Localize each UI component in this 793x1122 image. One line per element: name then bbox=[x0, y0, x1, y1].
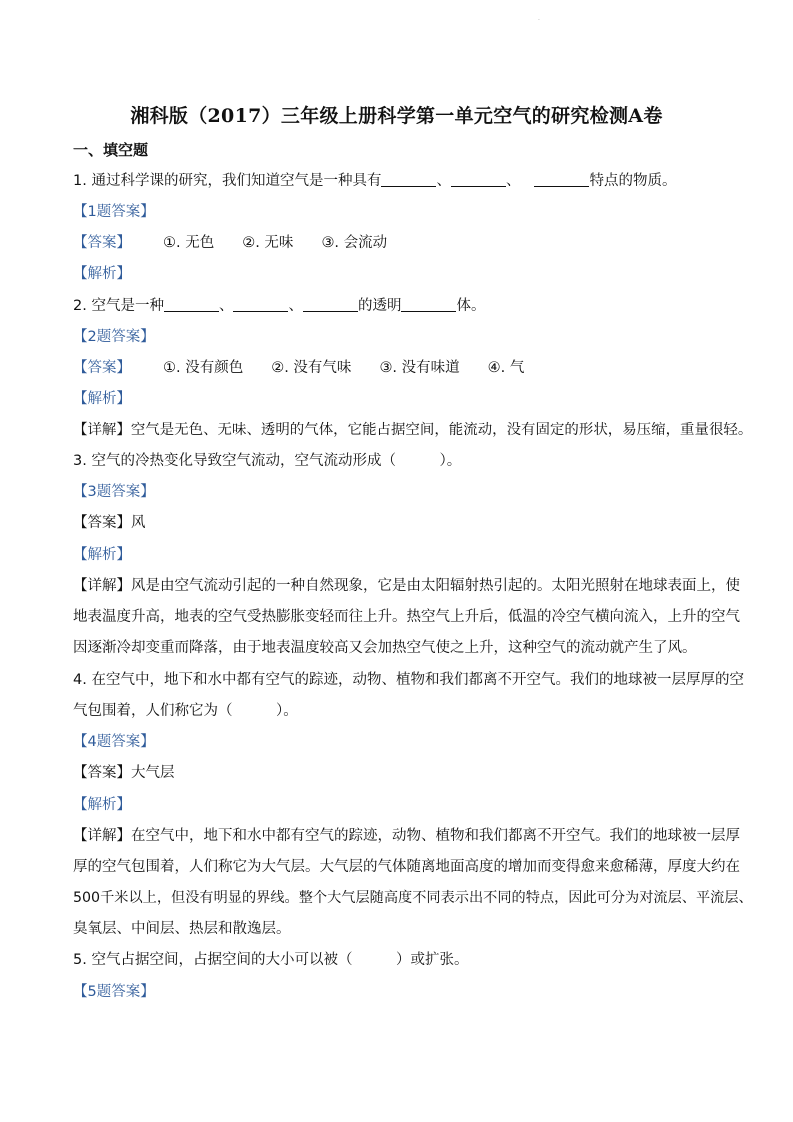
question-2 bbox=[73, 296, 485, 316]
q1-answer-3: ③. 会流动 bbox=[321, 235, 388, 251]
q1-blank-2 bbox=[451, 172, 506, 187]
q3-detail-line-3: 因逐渐冷却变重而降落，由于地表温度较高又会加热空气使之上升，这种空气的流动就产生了风。 bbox=[73, 640, 697, 656]
q4-answer: 【答案】大气层 bbox=[73, 765, 175, 781]
question-5: 5. 空气占据空间，占据空间的大小可以被（ ）或扩张。 bbox=[73, 952, 469, 968]
q4-detail-line-2: 厚的空气包围着，人们称它为大气层。大气层的气体随离地面高度的增加而变得愈来愈稀薄，厚度大约在 bbox=[73, 859, 740, 875]
question-4-line-2: 气包围着，人们称它为（ ）。 bbox=[73, 703, 298, 719]
question-1 bbox=[73, 171, 676, 191]
q2-blank-4 bbox=[401, 297, 456, 312]
q2-answer bbox=[73, 358, 524, 378]
q2-blank-1 bbox=[164, 297, 219, 312]
q5-answer-tag: 【5题答案】 bbox=[73, 984, 155, 1000]
q2-answer-3: ③. 没有味道 bbox=[379, 360, 460, 376]
q3-detail-line-2: 地表温度升高，地表的空气受热膨胀变轻而往上升。热空气上升后，低温的冷空气横向流入，上升的空气 bbox=[73, 609, 740, 625]
q4-detail-line-4: 臭氧层、中间层、热层和散逸层。 bbox=[73, 921, 291, 937]
q3-answer-tag: 【3题答案】 bbox=[73, 484, 155, 500]
q2-answer-tag: 【2题答案】 bbox=[73, 329, 155, 345]
q1-text: 1. 通过科学课的研究，我们知道空气是一种具有 bbox=[73, 173, 382, 189]
q4-answer-tag: 【4题答案】 bbox=[73, 734, 155, 750]
q3-detail-line-1: 【详解】风是由空气流动引起的一种自然现象，它是由太阳辐射热引起的。太阳光照射在地球表面上，使 bbox=[73, 578, 740, 594]
q2-blank-2 bbox=[233, 297, 288, 312]
q2-analysis: 【解析】 bbox=[73, 391, 131, 407]
q1-answer-label: 【答案】 bbox=[73, 235, 131, 251]
header-dot: · bbox=[538, 17, 540, 24]
section-heading: 一、填空题 bbox=[73, 141, 149, 159]
q2-answer-1: ①. 没有颜色 bbox=[163, 360, 244, 376]
q1-answer-tag: 【1题答案】 bbox=[73, 204, 155, 220]
q1-answer bbox=[73, 233, 387, 253]
q2-sep-1: 、 bbox=[218, 298, 234, 314]
q2-mid: 的透明 bbox=[357, 298, 402, 314]
q4-analysis: 【解析】 bbox=[73, 797, 131, 813]
q1-analysis: 【解析】 bbox=[73, 266, 131, 282]
q2-answer-label: 【答案】 bbox=[73, 360, 131, 376]
q1-answer-1: ①. 无色 bbox=[163, 235, 215, 251]
q2-answer-2: ②. 没有气味 bbox=[271, 360, 352, 376]
q2-sep-2: 、 bbox=[288, 298, 303, 314]
q2-detail: 【详解】空气是无色、无味、透明的气体，它能占据空间，能流动，没有固定的形状，易压缩，重量很轻。 bbox=[73, 422, 753, 438]
question-3: 3. 空气的冷热变化导致空气流动，空气流动形成（ ）。 bbox=[73, 453, 462, 469]
q1-sep-1: 、 bbox=[436, 173, 451, 189]
q4-detail-line-3: 500千米以上，但没有明显的界线。整个大气层随高度不同表示出不同的特点，因此可分为对流层、平流层、 bbox=[73, 890, 753, 906]
q2-text: 2. 空气是一种 bbox=[73, 298, 164, 314]
q1-answer-2: ②. 无味 bbox=[242, 235, 294, 251]
q3-analysis: 【解析】 bbox=[73, 547, 131, 563]
question-4-line-1: 4. 在空气中，地下和水中都有空气的踪迹，动物、植物和我们都离不开空气。我们的地球被一层厚厚的空 bbox=[73, 672, 744, 688]
q1-blank-3 bbox=[534, 172, 589, 187]
q2-answer-4: ④. 气 bbox=[487, 360, 525, 376]
page-title: 湘科版（2017）三年级上册科学第一单元空气的研究检测A卷 bbox=[130, 105, 663, 127]
q2-blank-3 bbox=[303, 297, 358, 312]
q1-post: 特点的物质。 bbox=[589, 173, 677, 189]
q2-post: 体。 bbox=[456, 298, 486, 314]
q4-detail-line-1: 【详解】在空气中，地下和水中都有空气的踪迹，动物、植物和我们都离不开空气。我们的地球被一层厚 bbox=[73, 828, 740, 844]
q1-sep-2: 、 bbox=[505, 173, 521, 189]
q1-blank-1 bbox=[381, 172, 436, 187]
q3-answer: 【答案】风 bbox=[73, 515, 146, 531]
